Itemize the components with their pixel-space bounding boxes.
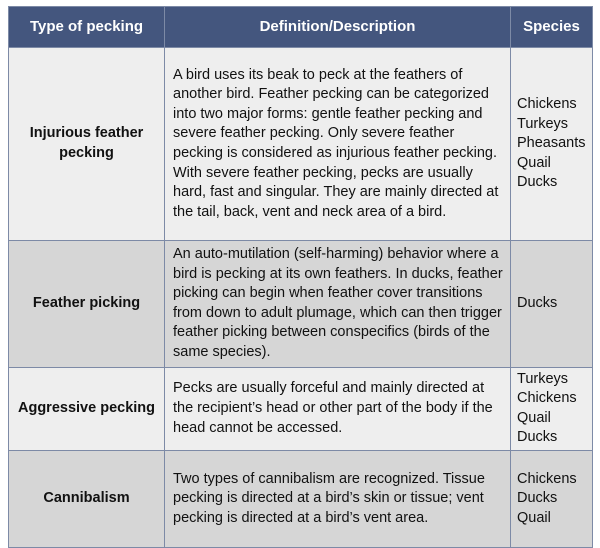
row-definition-cell: An auto-mutilation (self-harming) behavior where a bird is pecking at its own feathers. In ducks, feather picking can begin when feather cover transitions from down to adult plumage, which can then trigger feather picking between conspecifics (birds of the same species). bbox=[165, 241, 511, 368]
species-item: Ducks bbox=[517, 490, 558, 507]
row-species-cell bbox=[511, 48, 593, 241]
row-type-cell: Cannibalism bbox=[9, 450, 165, 547]
table-row bbox=[9, 241, 593, 368]
species-item: Chickens bbox=[517, 470, 577, 487]
table-row bbox=[9, 367, 593, 450]
table-row bbox=[9, 48, 593, 241]
table-header-row bbox=[9, 7, 593, 48]
row-type-cell: Injurious feather pecking bbox=[9, 48, 165, 241]
row-type-cell: Feather picking bbox=[9, 241, 165, 368]
row-species-cell bbox=[511, 241, 593, 368]
species-item: Quail bbox=[517, 154, 551, 171]
species-item: Quail bbox=[517, 509, 551, 526]
pecking-types-table bbox=[8, 6, 593, 548]
species-item: Ducks bbox=[517, 429, 558, 446]
species-item: Ducks bbox=[517, 294, 558, 311]
species-item: Ducks bbox=[517, 174, 558, 191]
row-definition-cell: Pecks are usually forceful and mainly directed at the recipient’s head or other part of the body if the head cannot be accessed. bbox=[165, 367, 511, 450]
species-item: Chickens bbox=[517, 96, 577, 113]
pecking-table-container bbox=[8, 6, 592, 548]
species-item: Chickens bbox=[517, 390, 577, 407]
species-item: Quail bbox=[517, 409, 551, 426]
table-row bbox=[9, 450, 593, 547]
header-definition: Definition/Description bbox=[165, 7, 511, 48]
row-definition-cell: A bird uses its beak to peck at the feathers of another bird. Feather pecking can be categorized into two major forms: gentle feather pecking and severe feather pecking. Only severe feather pecking is considered as injurious feather pecking. With severe feather pecking, pecks are usually hard, fast and singular. They are mainly directed at the tail, back, vent and neck area of a bird. bbox=[165, 48, 511, 241]
species-item: Turkeys bbox=[517, 115, 569, 132]
species-item: Turkeys bbox=[517, 370, 569, 387]
header-species: Species bbox=[511, 7, 593, 48]
species-item: Pheasants bbox=[517, 135, 586, 152]
row-species-cell bbox=[511, 450, 593, 547]
row-species-cell bbox=[511, 367, 593, 450]
header-type-of-pecking: Type of pecking bbox=[9, 7, 165, 48]
row-type-cell: Aggressive pecking bbox=[9, 367, 165, 450]
row-definition-cell: Two types of cannibalism are recognized. Tissue pecking is directed at a bird’s skin or tissue; vent pecking is directed at a bird’s vent area. bbox=[165, 450, 511, 547]
